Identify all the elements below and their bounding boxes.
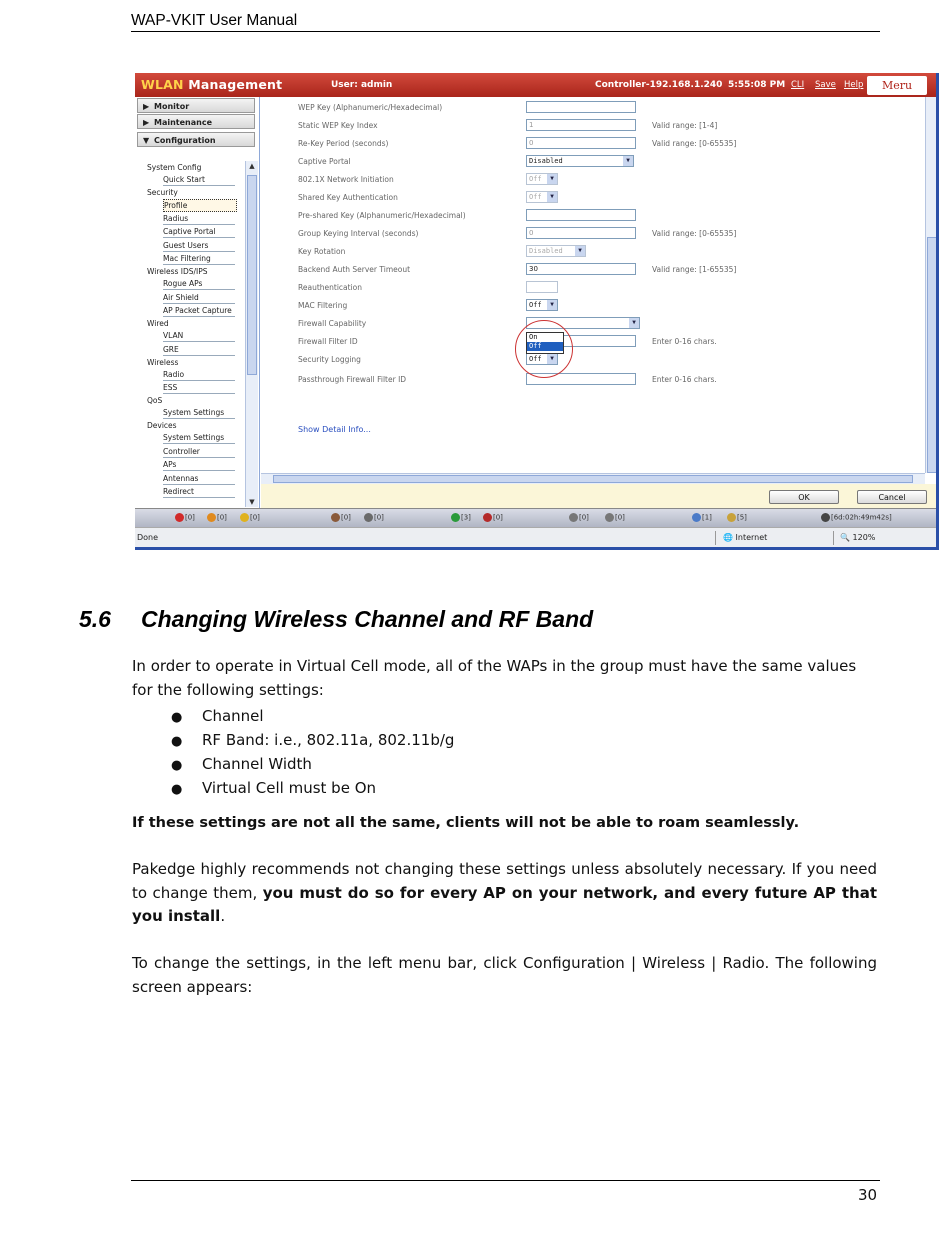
chevron-down-icon[interactable]: ▼ (547, 174, 557, 184)
zoom-level[interactable] (840, 533, 875, 542)
scroll-down-icon[interactable]: ▼ (249, 498, 255, 506)
status-indicator[interactable] (727, 513, 747, 522)
bullet-icon: ● (171, 710, 183, 725)
alarm-status-bar (135, 508, 939, 528)
form-scroll-thumb[interactable] (927, 237, 937, 473)
header-rule (131, 31, 880, 32)
form-vertical-scrollbar[interactable] (925, 97, 938, 473)
security-profile-form (261, 97, 925, 473)
sidebar-item[interactable]: GRE (163, 344, 235, 356)
sidebar-monitor-label: Monitor (154, 102, 190, 111)
status-divider (715, 531, 716, 545)
status-dot-icon (364, 513, 373, 522)
sidebar-group-label: Wired (147, 319, 169, 328)
form-field-note: Enter 0-16 chars. (652, 337, 717, 346)
section-number: 5.6 (79, 606, 111, 632)
form-field-label: Shared Key Authentication (298, 193, 398, 202)
sidebar-group-label: System Config (147, 163, 202, 172)
footer-rule (131, 1180, 880, 1181)
form-hscroll-thumb[interactable] (273, 475, 913, 483)
sidebar-maintenance-label: Maintenance (154, 118, 213, 127)
page-number: 30 (858, 1186, 878, 1204)
form-field-label: Passthrough Firewall Filter ID (298, 375, 407, 384)
status-count: [0] (341, 513, 351, 522)
form-field-label: Security Logging (298, 355, 361, 364)
highlight-circle (515, 320, 573, 378)
brand-title (141, 77, 282, 92)
zoom-level-label: 120% (852, 533, 876, 542)
chevron-down-icon[interactable]: ▼ (547, 192, 557, 202)
status-count: [1] (702, 513, 712, 522)
status-dot-icon (727, 513, 736, 522)
status-count: [0] (579, 513, 589, 522)
sidebar-item[interactable]: Quick Start (163, 174, 235, 186)
form-select[interactable] (526, 191, 558, 203)
status-indicator[interactable] (605, 513, 625, 522)
status-indicator[interactable] (207, 513, 227, 522)
form-field-label: Reauthentication (298, 283, 363, 292)
form-input[interactable] (526, 209, 636, 221)
status-count: [0] (615, 513, 625, 522)
ok-button[interactable]: OK (769, 490, 839, 504)
sidebar-configuration-label: Configuration (154, 136, 216, 145)
form-field-label: MAC Filtering (298, 301, 348, 310)
recommendation-end: . (220, 907, 226, 925)
form-select[interactable] (526, 281, 558, 293)
time-label: 5:55:08 PM (728, 80, 786, 90)
sidebar-item[interactable]: Rogue APs (163, 278, 235, 290)
status-count: [0] (217, 513, 227, 522)
cancel-button[interactable]: Cancel (857, 490, 927, 504)
button-bar (261, 484, 939, 508)
status-count: [0] (374, 513, 384, 522)
chevron-down-icon[interactable]: ▼ (575, 246, 585, 256)
expand-arrow-icon: ▶ (143, 118, 150, 127)
form-field-label: Firewall Filter ID (298, 337, 358, 346)
chevron-down-icon[interactable]: ▼ (547, 354, 557, 364)
save-link[interactable]: Save (815, 80, 836, 90)
help-link[interactable]: Help (844, 80, 864, 90)
cli-link[interactable]: CLI (791, 80, 805, 90)
expand-arrow-icon: ▶ (143, 102, 150, 111)
show-detail-link[interactable]: Show Detail Info... (298, 425, 371, 434)
sidebar-item[interactable]: Redirect (163, 486, 235, 498)
status-indicator[interactable] (331, 513, 351, 522)
form-select-value: Off (529, 355, 542, 363)
form-field-label: Firewall Capability (298, 319, 367, 328)
form-select[interactable] (526, 299, 558, 311)
sidebar-item[interactable]: System Settings (163, 407, 235, 419)
recommendation-emphasis: you must do so for every AP on your network, and every future AP that you install (132, 883, 878, 925)
form-select[interactable] (526, 173, 558, 185)
status-count: [5] (737, 513, 747, 522)
top-bar (135, 73, 939, 97)
status-dot-icon (175, 513, 184, 522)
sidebar-scrollbar[interactable] (245, 161, 258, 507)
sidebar-configuration[interactable] (137, 132, 255, 147)
status-count: [3] (461, 513, 471, 522)
sidebar-item[interactable]: AP Packet Capture (163, 305, 235, 317)
bullet-item: Channel (202, 707, 264, 725)
sidebar-item[interactable]: Radio (163, 369, 235, 381)
sidebar-item[interactable]: APs (163, 459, 235, 471)
sidebar-item[interactable]: Air Shield (163, 292, 235, 304)
form-field-label: Key Rotation (298, 247, 346, 256)
status-divider (833, 531, 834, 545)
status-dot-icon (569, 513, 578, 522)
form-field-label: Re-Key Period (seconds) (298, 139, 389, 148)
intro-paragraph: In order to operate in Virtual Cell mode, all of the WAPs in the group must have the same values for the following settings: (132, 657, 857, 699)
meru-logo: Meru (867, 76, 927, 95)
dropdown-option-off[interactable]: Off (527, 342, 563, 351)
status-indicator[interactable] (364, 513, 384, 522)
sidebar-group-label: Wireless (147, 357, 179, 367)
status-dot-icon (207, 513, 216, 522)
status-indicator[interactable] (240, 513, 260, 522)
status-dot-icon (331, 513, 340, 522)
zoom-icon: 🔍 (840, 533, 850, 542)
section-title: Changing Wireless Channel and RF Band (141, 606, 594, 632)
browser-status-bar (135, 527, 939, 548)
status-dot-icon (483, 513, 492, 522)
collapse-arrow-icon: ▼ (143, 136, 150, 145)
page-header-title: WAP-VKIT User Manual (131, 12, 298, 29)
bullet-item: Channel Width (202, 755, 312, 773)
form-field-note: Enter 0-16 chars. (652, 375, 717, 384)
sidebar-group-label: Security (147, 188, 178, 197)
user-label: User: admin (331, 80, 393, 90)
status-indicator[interactable] (451, 513, 471, 522)
browser-done-text: Done (137, 533, 159, 542)
status-count: [0] (185, 513, 195, 522)
form-field-label: Static WEP Key Index (298, 121, 378, 130)
chevron-down-icon[interactable]: ▼ (629, 318, 639, 328)
sidebar-group-label: QoS (147, 396, 163, 405)
status-indicator[interactable] (483, 513, 503, 522)
recommendation-text: Pakedge highly recommends not changing these settings unless absolutely necessary. If you need to change them, (132, 860, 877, 902)
instruction-paragraph: To change the settings, in the left menu bar, click Configuration | Wireless | Radio. The following screen appears: (132, 954, 877, 996)
status-indicator[interactable] (175, 513, 195, 522)
sidebar-item[interactable]: Controller (163, 446, 235, 458)
form-input[interactable]: 0 (526, 227, 636, 239)
form-input[interactable]: 30 (526, 263, 636, 275)
form-field-note: Valid range: [1-65535] (652, 265, 737, 274)
status-indicator[interactable] (821, 513, 892, 522)
scroll-up-icon[interactable]: ▲ (249, 162, 255, 170)
form-input[interactable] (526, 101, 636, 113)
form-select-value: Disabled (529, 157, 563, 165)
form-field-label: Captive Portal (298, 157, 351, 166)
sidebar-item[interactable]: Profile (163, 199, 237, 212)
form-select[interactable] (526, 245, 586, 257)
status-count: [0] (250, 513, 260, 522)
warning-text: If these settings are not all the same, clients will not be able to roam seamlessly. (132, 815, 800, 831)
internet-zone-label: Internet (735, 533, 768, 542)
form-field-note: Valid range: [0-65535] (652, 229, 737, 238)
brand-rest: Management (183, 77, 283, 92)
form-field-label: Group Keying Interval (seconds) (298, 229, 419, 238)
status-dot-icon (821, 513, 830, 522)
bullet-icon: ● (171, 758, 183, 773)
form-select[interactable] (526, 155, 634, 167)
status-dot-icon (692, 513, 701, 522)
sidebar-item[interactable]: Antennas (163, 473, 235, 485)
status-indicator[interactable] (692, 513, 712, 522)
chevron-down-icon[interactable]: ▼ (623, 156, 633, 166)
bullet-item: RF Band: i.e., 802.11a, 802.11b/g (202, 731, 455, 749)
form-input[interactable]: 0 (526, 137, 636, 149)
sidebar-item[interactable]: VLAN (163, 330, 235, 342)
form-input[interactable]: 1 (526, 119, 636, 131)
sidebar-scroll-thumb[interactable] (247, 175, 257, 375)
dropdown-option-on[interactable]: On (529, 333, 538, 341)
status-count: [0] (493, 513, 503, 522)
sidebar (135, 97, 260, 508)
sidebar-group-label: Devices (147, 421, 177, 430)
form-field-note: Valid range: [1-4] (652, 121, 718, 130)
sidebar-item[interactable]: Radius (163, 213, 235, 225)
form-select-value: Disabled (529, 247, 563, 255)
sidebar-monitor[interactable] (137, 98, 255, 113)
controller-label: Controller-192.168.1.240 (595, 80, 723, 90)
form-field-note: Valid range: [0-65535] (652, 139, 737, 148)
form-select-value: Off (529, 175, 542, 183)
recommendation-paragraph (132, 858, 877, 929)
status-dot-icon (240, 513, 249, 522)
brand-wlan: WLAN (141, 77, 184, 92)
sidebar-item[interactable]: ESS (163, 382, 235, 394)
form-field-label: 802.1X Network Initiation (298, 175, 394, 184)
bullet-item: Virtual Cell must be On (202, 779, 377, 797)
form-field-label: Backend Auth Server Timeout (298, 265, 411, 274)
internet-zone (723, 533, 767, 542)
form-field-label: WEP Key (Alphanumeric/Hexadecimal) (298, 103, 443, 112)
sidebar-group-label: Wireless IDS/IPS (147, 267, 208, 276)
sidebar-item[interactable]: Captive Portal (163, 226, 235, 238)
status-dot-icon (451, 513, 460, 522)
form-select-value: Off (529, 193, 542, 201)
sidebar-item[interactable]: Guest Users (163, 240, 235, 252)
sidebar-maintenance[interactable] (137, 114, 255, 129)
wlan-management-screenshot (135, 73, 939, 550)
status-dot-icon (605, 513, 614, 522)
bullet-icon: ● (171, 734, 183, 749)
sidebar-item[interactable]: Mac Filtering (163, 253, 235, 265)
status-count: [6d:02h:49m42s] (831, 513, 892, 522)
form-select-value: Off (529, 301, 542, 309)
sidebar-item[interactable]: System Settings (163, 432, 235, 444)
status-indicator[interactable] (569, 513, 589, 522)
form-field-label: Pre-shared Key (Alphanumeric/Hexadecimal) (298, 211, 466, 220)
globe-icon: 🌐 (723, 533, 733, 542)
chevron-down-icon[interactable]: ▼ (547, 300, 557, 310)
bullet-icon: ● (171, 782, 183, 797)
